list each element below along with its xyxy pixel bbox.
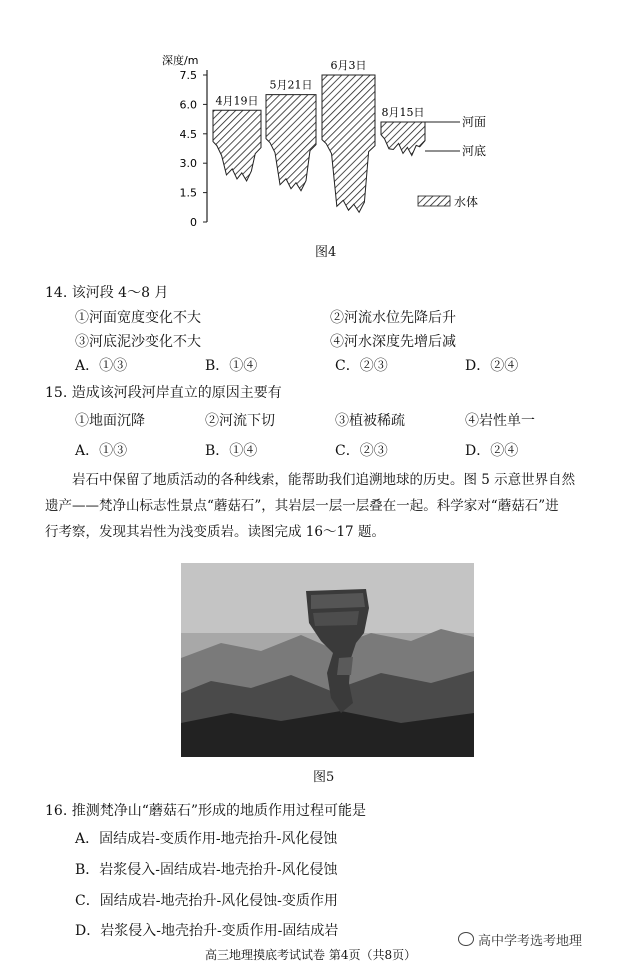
watermark — [458, 928, 474, 947]
bed-label: 河底 — [462, 144, 487, 158]
passage-line-2: 遗产——梵净山标志性景点“蘑菇石”，其岩层一层一层叠在一起。科学家对“蘑菇石”进 — [45, 498, 559, 514]
q15-choice-a: A．①③ — [75, 443, 128, 459]
watermark-text: 高中学考选考地理 — [478, 934, 583, 949]
q15-choice-b: B．①④ — [205, 443, 258, 459]
q14-choice-a: A．①③ — [75, 358, 128, 374]
y-tick-label: 3.0 — [179, 157, 197, 171]
q15-item-4: ④岩性单一 — [465, 413, 535, 429]
q14-stem: 14. 该河段 4～8 月 — [45, 285, 169, 301]
date-label: 4月19日 — [215, 94, 259, 108]
q16-choice-d: D．岩浆侵入-地壳抬升-变质作用-固结成岩 — [75, 923, 339, 939]
legend-label: 水体 — [454, 195, 479, 209]
q14-choice-b: B．①④ — [205, 358, 258, 374]
water-body-bar — [266, 95, 316, 191]
q16-choice-a: A．固结成岩-变质作用-地壳抬升-风化侵蚀 — [75, 831, 338, 847]
mushroom-stone-photo — [181, 563, 474, 757]
y-tick-label: 4.5 — [179, 127, 197, 141]
q15-stem: 15. 造成该河段河岸直立的原因主要有 — [45, 385, 282, 401]
legend-swatch — [418, 196, 450, 206]
y-tick-label: 6.0 — [179, 98, 197, 112]
q14-item-4: ④河水深度先增后减 — [330, 334, 456, 350]
y-tick-label: 1.5 — [179, 186, 197, 200]
y-axis-label: 深度/m — [162, 54, 199, 67]
q14-item-3: ③河底泥沙变化不大 — [75, 334, 201, 350]
q16-stem: 16. 推测梵净山“蘑菇石”形成的地质作用过程可能是 — [45, 803, 367, 819]
passage-line-1: 岩石中保留了地质活动的各种线索，能帮助我们追溯地球的历史。图 5 示意世界自然 — [72, 472, 576, 488]
passage-line-3: 行考察，发现其岩性为浅变质岩。读图完成 16～17 题。 — [45, 524, 385, 540]
water-body-bar — [322, 75, 375, 212]
date-label: 5月21日 — [269, 78, 313, 92]
q15-item-2: ②河流下切 — [205, 413, 275, 429]
q14-choice-c: C．②③ — [335, 358, 388, 374]
water-body-bar — [381, 122, 425, 155]
q14-item-2: ②河流水位先降后升 — [330, 310, 456, 326]
q15-choice-d: D．②④ — [465, 443, 519, 459]
q16-choice-c: C．固结成岩-地壳抬升-风化侵蚀-变质作用 — [75, 893, 338, 909]
q16-choice-b: B．岩浆侵入-固结成岩-地壳抬升-风化侵蚀 — [75, 862, 338, 878]
page-footer: 高三地理摸底考试试卷 第4页（共8页） — [205, 948, 417, 962]
wechat-icon — [458, 932, 474, 946]
date-label: 6月3日 — [330, 59, 367, 72]
q15-item-1: ①地面沉降 — [75, 413, 145, 429]
q15-item-3: ③植被稀疏 — [335, 413, 405, 429]
q15-choice-c: C．②③ — [335, 443, 388, 459]
q14-item-1: ①河面宽度变化不大 — [75, 310, 201, 326]
date-label: 8月15日 — [381, 106, 425, 120]
y-tick-label: 7.5 — [179, 69, 197, 82]
surface-label: 河面 — [462, 115, 487, 129]
figure5-caption: 图5 — [313, 770, 335, 785]
water-body-bar — [213, 110, 261, 181]
q14-choice-d: D．②④ — [465, 358, 519, 374]
y-tick-label: 0 — [190, 216, 197, 229]
figure4-caption: 图4 — [315, 245, 337, 260]
figure4-chart — [150, 40, 510, 250]
